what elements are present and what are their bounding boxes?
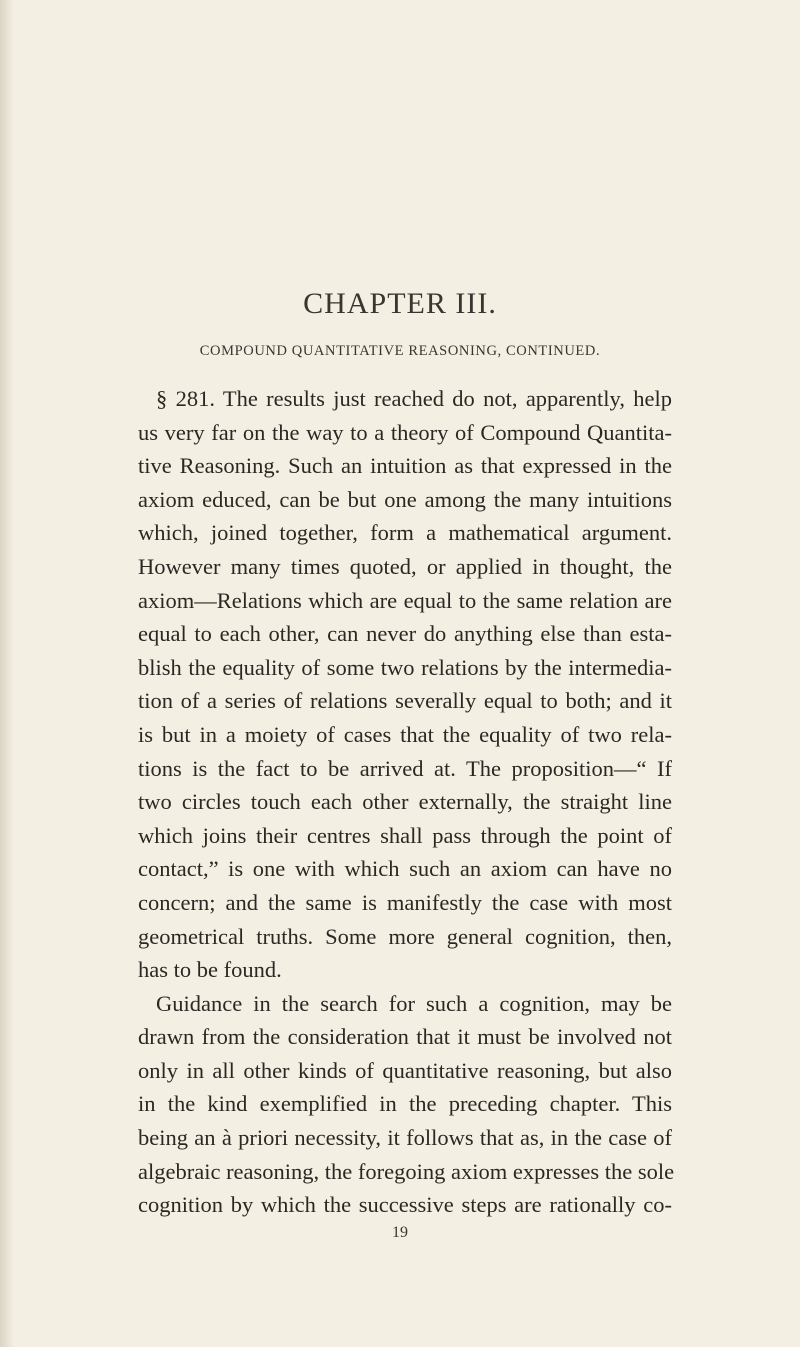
text-line: us very far on the way to a theory of Compound Quantita- <box>138 419 672 445</box>
text-line: which joins their centres shall pass through the point of <box>138 822 672 848</box>
text-line: cognition by which the successive steps are rationally co- <box>138 1192 672 1218</box>
text-line: which, joined together, form a mathematical argument. <box>138 520 672 546</box>
text-line: geometrical truths. Some more general cognition, then, <box>138 923 672 949</box>
chapter-title: CHAPTER III. <box>303 287 497 320</box>
text-line: algebraic reasoning, the foregoing axiom expresses the sole <box>138 1158 675 1184</box>
text-line: § 281. The results just reached do not, apparently, help <box>156 386 672 411</box>
chapter-subtitle: COMPOUND QUANTITATIVE REASONING, CONTINUED. <box>199 343 601 359</box>
text-line: tion of a series of relations severally equal to both; and it <box>138 688 672 714</box>
text-line: contact,” is one with which such an axiom can have no <box>138 856 672 882</box>
body-text <box>138 382 675 1222</box>
text-line: drawn from the consideration that it must be involved not <box>138 1024 672 1050</box>
text-line: two circles touch each other externally, the straight line <box>138 789 672 815</box>
page-gutter-shadow <box>0 0 14 1347</box>
text-line: being an à priori necessity, it follows that as, in the case of <box>138 1125 672 1151</box>
text-line: in the kind exemplified in the preceding chapter. This <box>138 1091 672 1117</box>
text-line: blish the equality of some two relations by the intermedia- <box>138 654 672 680</box>
text-line: Guidance in the search for such a cognition, may be <box>156 990 672 1016</box>
text-line: only in all other kinds of quantitative reasoning, but also <box>138 1057 672 1083</box>
text-line: is but in a moiety of cases that the equality of two rela- <box>138 721 672 747</box>
text-line: axiom—Relations which are equal to the same relation are <box>138 587 672 613</box>
page-number: 19 <box>392 1224 408 1241</box>
text-line: axiom educed, can be but one among the many intuitions <box>138 486 672 512</box>
text-line: concern; and the same is manifestly the case with most <box>138 889 672 915</box>
text-line: tions is the fact to be arrived at. The proposition—“ If <box>138 755 672 781</box>
text-line: has to be found. <box>138 957 282 983</box>
text-line: equal to each other, can never do anything else than esta- <box>138 621 672 647</box>
text-line: tive Reasoning. Such an intuition as that expressed in the <box>138 453 672 479</box>
text-line: However many times quoted, or applied in thought, the <box>138 553 672 579</box>
